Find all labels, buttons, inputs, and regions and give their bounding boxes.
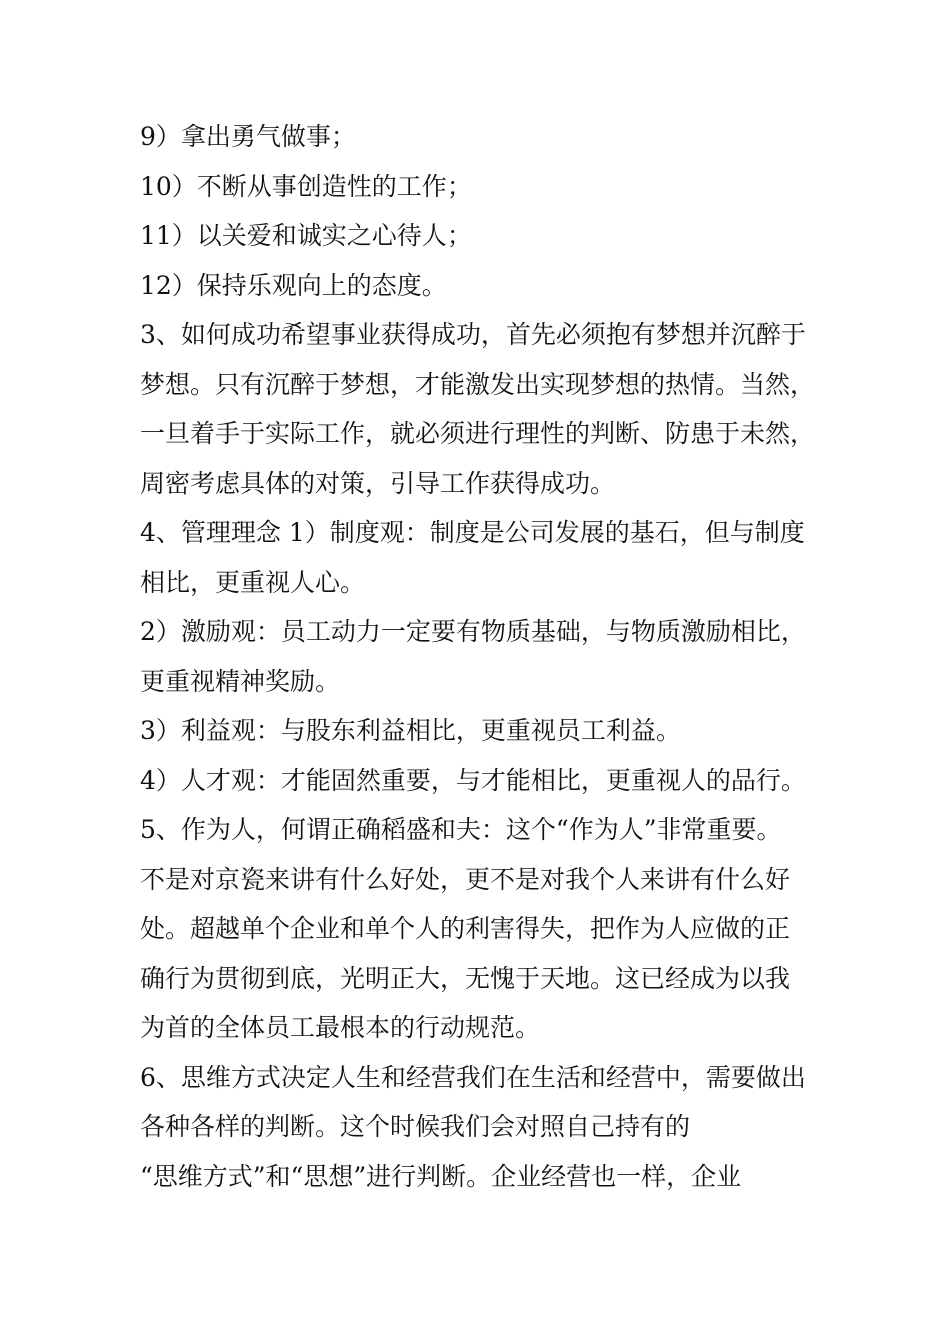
text-line: 各种各样的判断。这个时候我们会对照自己持有的 bbox=[140, 1112, 691, 1141]
text-line: 周密考虑具体的对策，引导工作获得成功。 bbox=[140, 468, 616, 498]
text-line: 4）人才观：才能固然重要，与才能相比，更重视人的品行。 bbox=[140, 765, 806, 795]
text-line: 3）利益观：与股东利益相比，更重视员工利益。 bbox=[140, 716, 681, 745]
document-body bbox=[140, 112, 830, 1201]
text-line: 2）激励观：员工动力一定要有物质基础，与物质激励相比， bbox=[140, 617, 806, 646]
text-line: 确行为贯彻到底，光明正大，无愧于天地。这已经成为以我 bbox=[140, 963, 791, 993]
text-line: 3、如何成功希望事业获得成功，首先必须抱有梦想并沉醉于 bbox=[140, 320, 806, 349]
text-line: 梦想。只有沉醉于梦想，才能激发出实现梦想的热情。当然， bbox=[140, 369, 816, 399]
text-line: 为首的全体员工最根本的行动规范。 bbox=[140, 1013, 541, 1042]
text-line: 处。超越单个企业和单个人的利害得失，把作为人应做的正 bbox=[140, 914, 791, 943]
text-line: 11）以关爱和诚实之心待人； bbox=[140, 221, 472, 250]
text-line: “思维方式”和“思想”进行判断。企业经营也一样，企业 bbox=[140, 1161, 742, 1191]
text-line: 12）保持乐观向上的态度。 bbox=[140, 270, 447, 300]
text-line: 9）拿出勇气做事； bbox=[140, 122, 356, 151]
text-line: 4、管理理念 1）制度观：制度是公司发展的基石，但与制度 bbox=[140, 518, 805, 547]
text-line: 不是对京瓷来讲有什么好处，更不是对我个人来讲有什么好 bbox=[140, 864, 791, 894]
text-line: 5、作为人，何谓正确稻盛和夫：这个“作为人”非常重要。 bbox=[140, 815, 782, 844]
text-line: 10）不断从事创造性的工作； bbox=[140, 171, 472, 201]
text-line: 更重视精神奖励。 bbox=[140, 666, 341, 696]
text-line: 相比，更重视人心。 bbox=[140, 567, 366, 597]
text-line: 一旦着手于实际工作，就必须进行理性的判断、防患于未然， bbox=[140, 419, 816, 448]
text-line: 6、思维方式决定人生和经营我们在生活和经营中，需要做出 bbox=[140, 1062, 806, 1092]
